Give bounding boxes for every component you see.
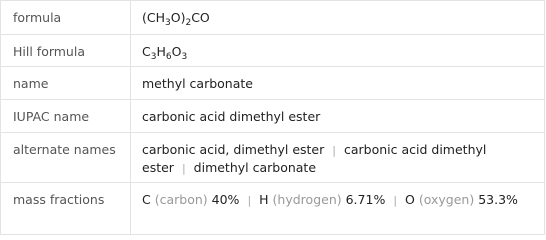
- row-label: Hill formula: [1, 35, 131, 67]
- separator: |: [393, 194, 398, 207]
- row-label: formula: [1, 1, 131, 35]
- separator: |: [181, 162, 186, 175]
- row-label: name: [1, 67, 131, 100]
- row-name: [1, 67, 545, 100]
- separator: |: [332, 144, 336, 157]
- alternate-name: carbonic acid, dimethyl ester: [142, 142, 325, 157]
- row-label: alternate names: [1, 133, 131, 183]
- mass-fraction-item: C (carbon) 40%: [142, 192, 240, 207]
- alternate-name: dimethyl carbonate: [193, 160, 317, 175]
- formula-value: $(CH_3O)_2CO$: [131, 1, 545, 35]
- row-iupac-name: [1, 100, 545, 133]
- iupac-name-value: carbonic acid dimethyl ester: [131, 100, 545, 133]
- alternate-names-value: [131, 133, 545, 183]
- hill-formula-value: $C_3H_6O_3$: [131, 35, 545, 67]
- row-alternate-names: [1, 133, 545, 183]
- alternate-name: carbonic acid dimethyl ester: [142, 142, 487, 175]
- row-mass-fractions: [1, 183, 545, 235]
- mass-fraction-item: O (oxygen) 53.3%: [405, 192, 518, 207]
- row-label: mass fractions: [1, 183, 131, 235]
- mass-fraction-item: H (hydrogen) 6.71%: [259, 192, 386, 207]
- name-value: methyl carbonate: [131, 67, 545, 100]
- row-formula: [1, 1, 545, 35]
- row-hill-formula: [1, 35, 545, 67]
- separator: |: [247, 194, 252, 207]
- mass-fractions-value: [131, 183, 545, 235]
- row-label: IUPAC name: [1, 100, 131, 133]
